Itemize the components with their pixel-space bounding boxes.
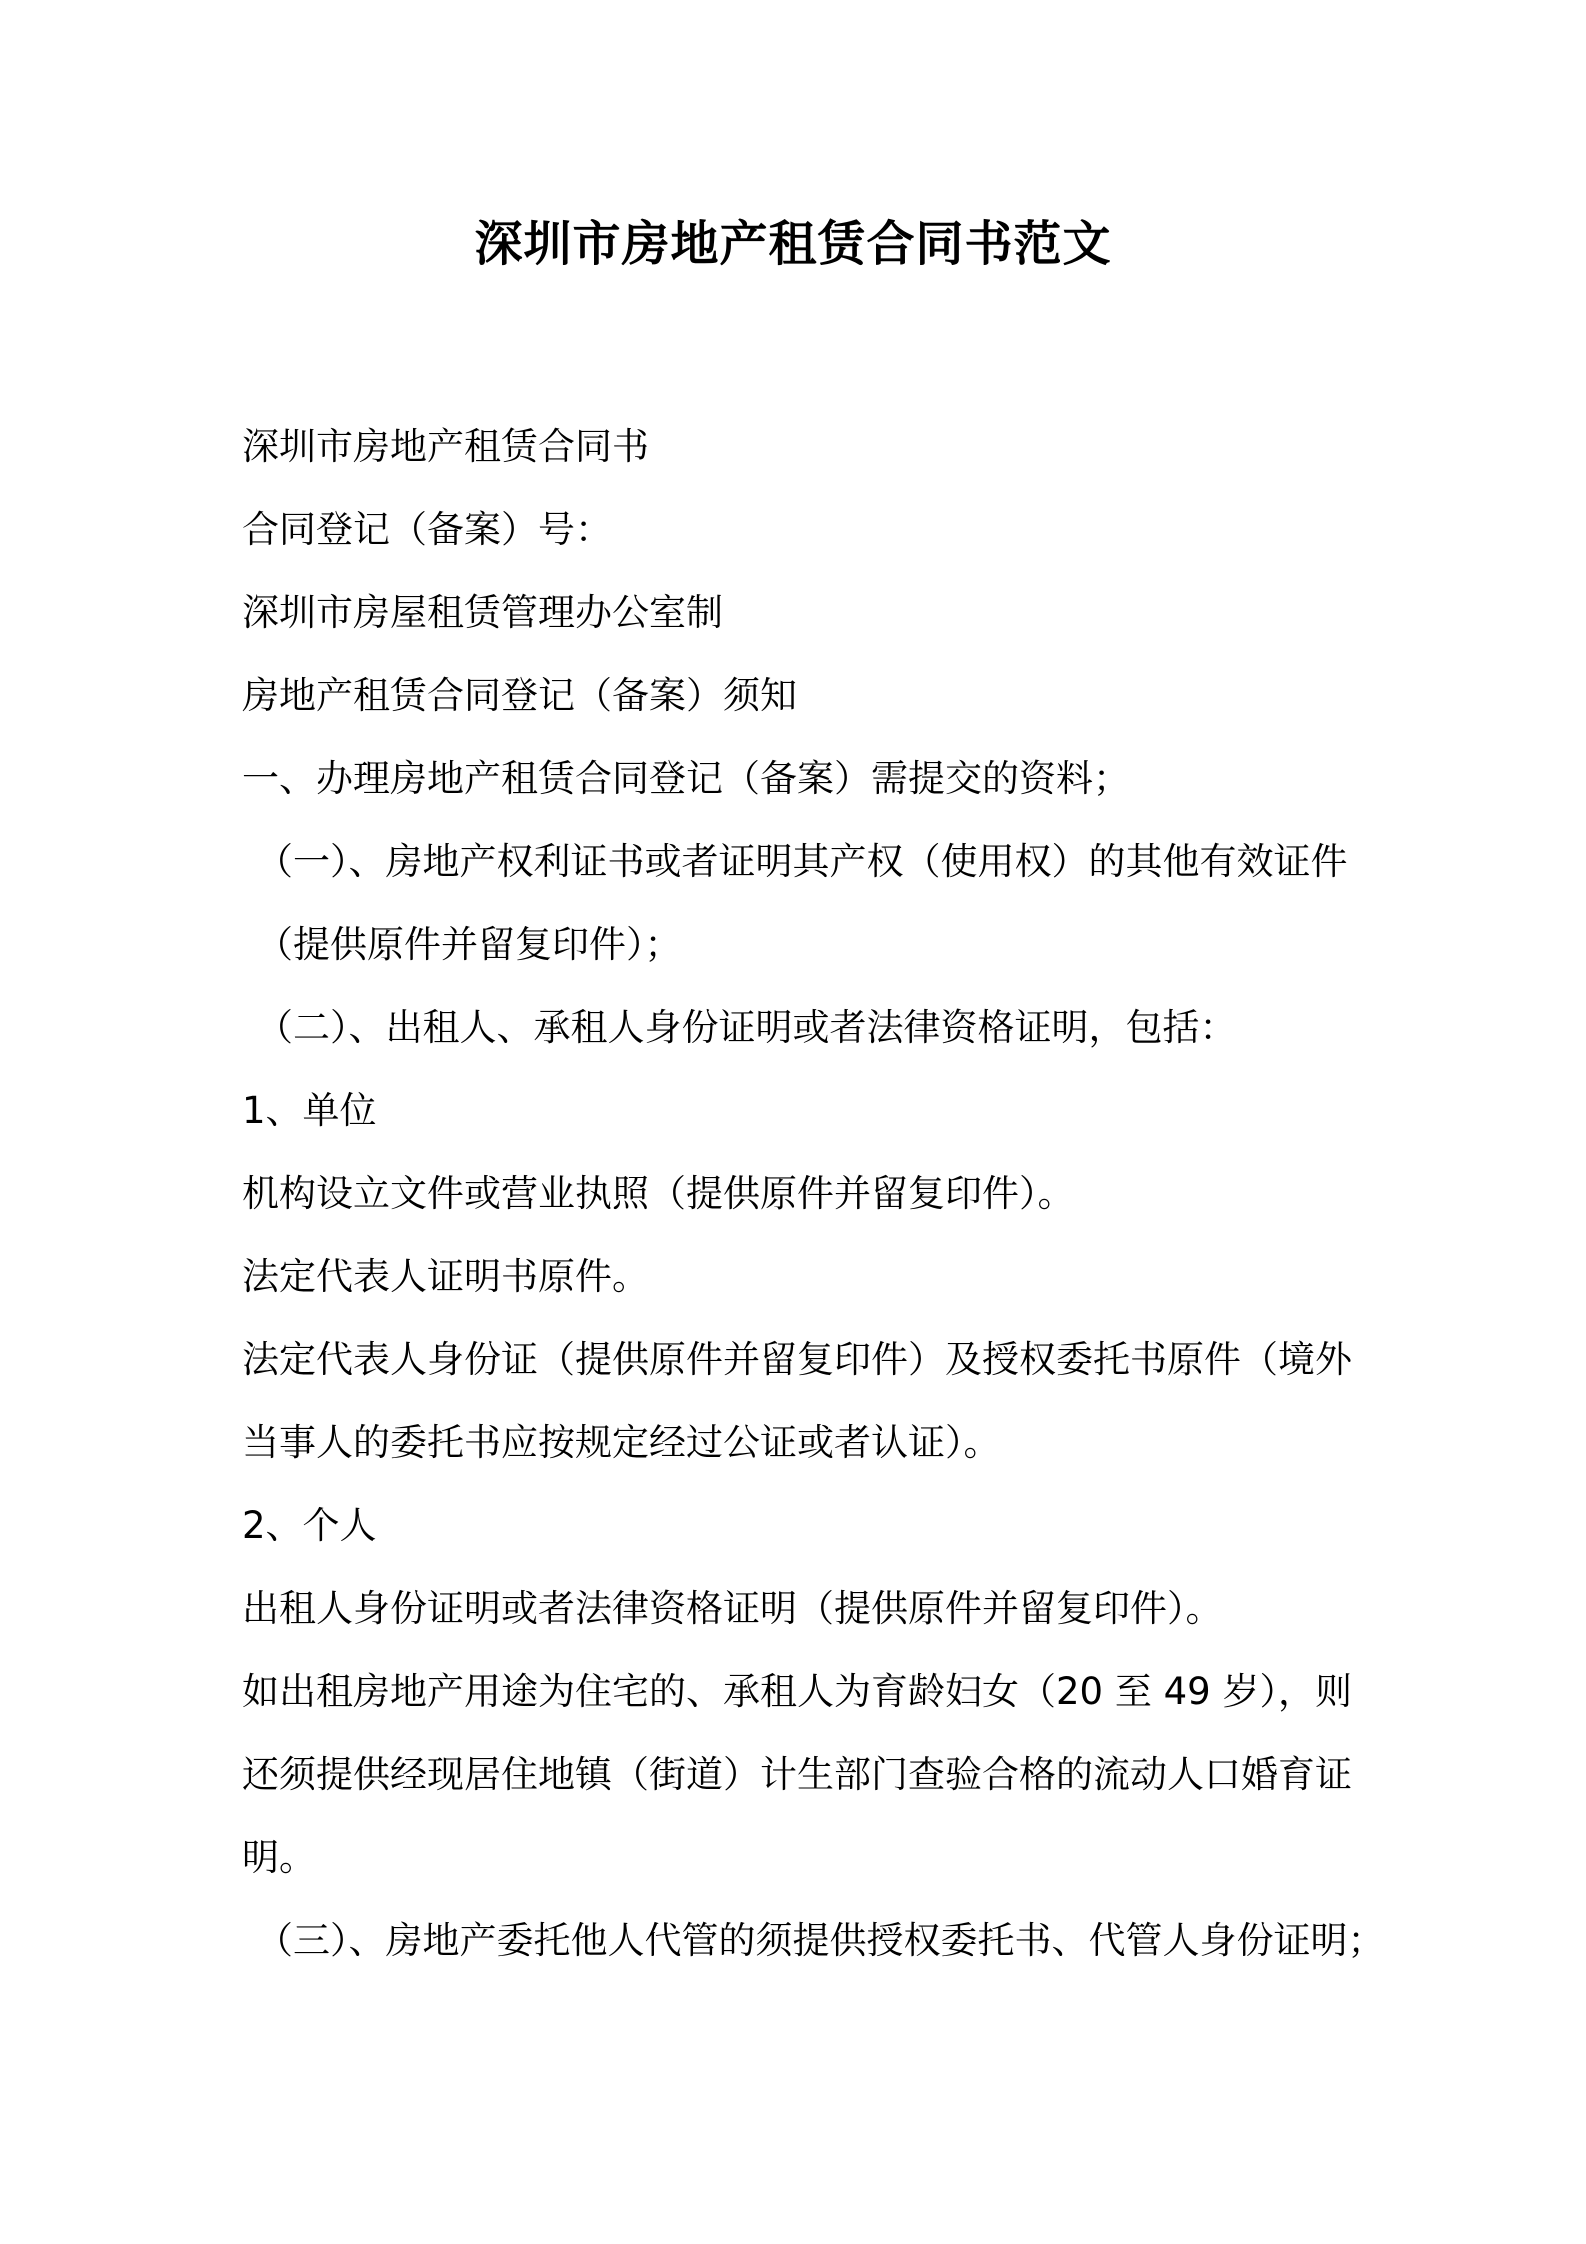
paragraph-notice-heading: 房地产租赁合同登记（备案）须知 bbox=[242, 674, 797, 717]
paragraph-item-1-2: （二）、出租人、承租人身份证明或者法律资格证明，包括： bbox=[256, 1006, 1237, 1049]
document-title: 深圳市房地产租赁合同书范文 bbox=[474, 216, 1112, 272]
paragraph-legal-rep-certificate: 法定代表人证明书原件。 bbox=[242, 1255, 649, 1298]
paragraph-legal-rep-id: 法定代表人身份证（提供原件并留复印件）及授权委托书原件（境外 bbox=[242, 1338, 1352, 1381]
paragraph-residential-note: 如出租房地产用途为住宅的、承租人为育龄妇女（20 至 49 岁），则 bbox=[242, 1670, 1352, 1713]
paragraph-section-one: 一、办理房地产租赁合同登记（备案）需提交的资料； bbox=[242, 757, 1130, 800]
paragraph-registration-number: 合同登记（备案）号： bbox=[242, 508, 612, 551]
paragraph-item-1-1-continued: （提供原件并留复印件）； bbox=[256, 923, 682, 966]
paragraph-unit-heading: 1、单位 bbox=[242, 1089, 377, 1132]
paragraph-contract-name: 深圳市房地产租赁合同书 bbox=[242, 425, 649, 468]
paragraph-residential-note-continued: 还须提供经现居住地镇（街道）计生部门查验合格的流动人口婚育证 bbox=[242, 1753, 1352, 1796]
paragraph-item-1-3: （三）、房地产委托他人代管的须提供授权委托书、代管人身份证明； bbox=[256, 1919, 1385, 1962]
paragraph-unit-license: 机构设立文件或营业执照（提供原件并留复印件）。 bbox=[242, 1172, 1075, 1215]
paragraph-residential-note-end: 明。 bbox=[242, 1836, 316, 1879]
paragraph-item-1-1: （一）、房地产权利证书或者证明其产权（使用权）的其他有效证件 bbox=[256, 840, 1348, 883]
paragraph-individual-heading: 2、个人 bbox=[242, 1504, 377, 1547]
paragraph-legal-rep-id-continued: 当事人的委托书应按规定经过公证或者认证）。 bbox=[242, 1421, 1001, 1464]
paragraph-individual-id: 出租人身份证明或者法律资格证明（提供原件并留复印件）。 bbox=[242, 1587, 1223, 1630]
document-body bbox=[242, 405, 1385, 1982]
paragraph-issuer: 深圳市房屋租赁管理办公室制 bbox=[242, 591, 723, 634]
